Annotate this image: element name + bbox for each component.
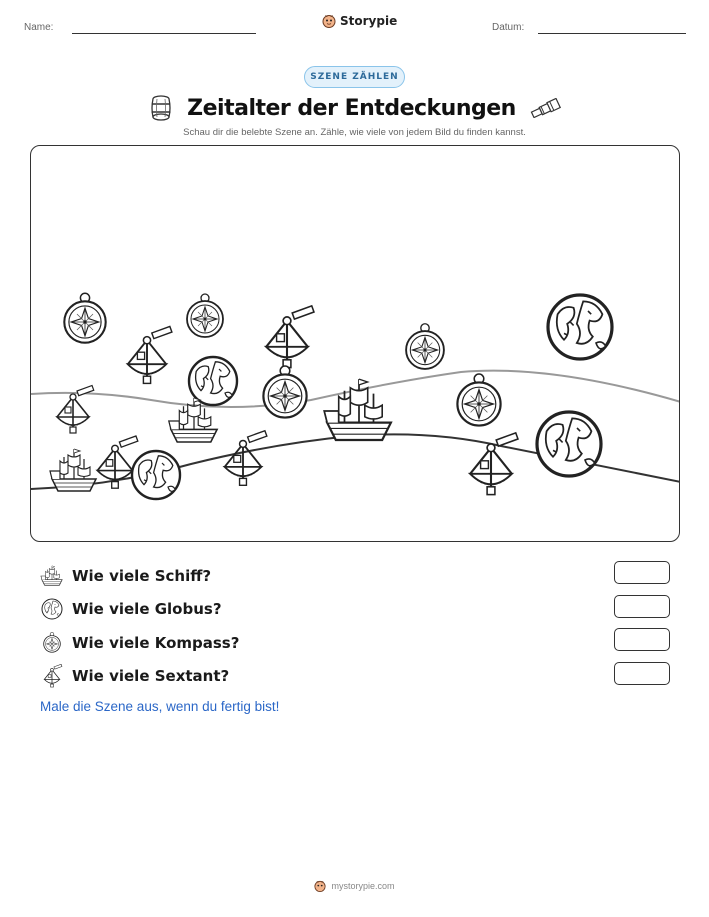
scene-ship — [50, 449, 96, 491]
coloring-hint: Male die Szene aus, wenn du fertig bist! — [40, 699, 280, 714]
scene-globe — [132, 451, 180, 499]
page-title: Zeitalter der Entdeckungen — [187, 95, 516, 121]
question-text: Wie viele Kompass? — [72, 633, 240, 652]
scene-globe — [537, 412, 601, 476]
scene-count-badge: SZENE ZÄHLEN — [304, 66, 405, 88]
worksheet-header — [0, 14, 709, 44]
scene-compass — [263, 366, 306, 418]
question-list — [40, 559, 672, 693]
answer-box-globe[interactable] — [614, 595, 670, 618]
scene-sextant — [266, 306, 314, 368]
name-line[interactable] — [72, 33, 256, 34]
scene-compass — [406, 324, 444, 369]
scene-compass — [64, 293, 105, 342]
question-row-compass — [40, 626, 672, 660]
telescope-icon — [528, 98, 562, 118]
question-row-ship — [40, 559, 672, 593]
title-row — [0, 92, 709, 124]
ship-icon — [40, 564, 64, 588]
answer-box-ship[interactable] — [614, 561, 670, 584]
scene-sextant — [128, 326, 172, 383]
brand-logo — [322, 14, 397, 28]
answer-box-sextant[interactable] — [614, 662, 670, 685]
question-row-sextant — [40, 660, 672, 694]
counting-scene — [30, 145, 680, 542]
globe-icon — [40, 597, 64, 621]
scene-compass — [187, 294, 223, 337]
question-row-globe — [40, 593, 672, 627]
question-text: Wie viele Sextant? — [72, 667, 230, 686]
footer-url: mystorypie.com — [331, 881, 395, 891]
brand-name: Storypie — [340, 14, 398, 28]
storypie-mascot-icon — [322, 14, 336, 28]
date-line[interactable] — [538, 33, 686, 34]
scene-compass — [457, 374, 500, 426]
scene-sextant — [225, 431, 267, 486]
storypie-mascot-icon — [314, 880, 326, 892]
date-label: Datum: — [492, 22, 525, 33]
instructions: Schau dir die belebte Szene an. Zähle, wie viele von jedem Bild du finden kannst. — [183, 127, 526, 138]
scene-globe — [548, 295, 612, 359]
barrel-icon — [147, 94, 175, 122]
sextant-icon — [40, 664, 64, 688]
scene-canvas — [31, 146, 680, 542]
question-text: Wie viele Globus? — [72, 600, 222, 619]
scene-globe — [189, 357, 237, 405]
compass-icon — [40, 631, 64, 655]
scene-ship — [324, 379, 391, 440]
name-label: Name: — [24, 22, 54, 33]
question-text: Wie viele Schiff? — [72, 566, 212, 585]
answer-box-compass[interactable] — [614, 628, 670, 651]
page-footer — [0, 880, 709, 892]
